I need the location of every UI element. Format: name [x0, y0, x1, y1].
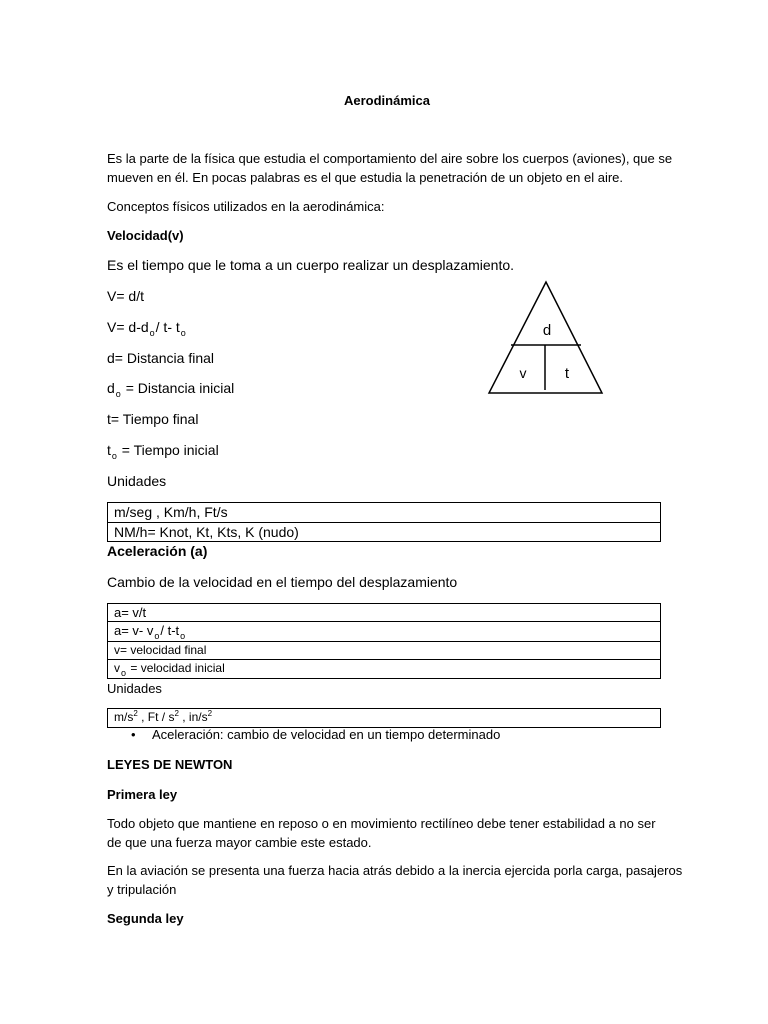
table-row: [108, 709, 661, 728]
subscript-zero: o: [115, 389, 121, 399]
t-initial-def: [107, 442, 219, 461]
superscript: 2: [133, 709, 138, 718]
formula-part: V= d-d: [107, 319, 149, 335]
formula-part: / t-t: [160, 623, 180, 638]
definition: = Tiempo inicial: [117, 442, 219, 458]
table-cell: [108, 622, 661, 642]
symbol: t: [107, 442, 111, 458]
superscript: 2: [174, 709, 179, 718]
aceleracion-heading: Aceleración (a): [107, 543, 208, 559]
table-row: [108, 523, 661, 542]
formula-part: / t- t: [155, 319, 180, 335]
subscript-zero: o: [154, 631, 160, 641]
velocidad-formula-1: V= d/t: [107, 288, 144, 304]
velocidad-definition: Es el tiempo que le toma a un cuerpo realizar un desplazamiento.: [107, 257, 515, 273]
symbol: d: [107, 380, 115, 396]
aceleracion-definition: Cambio de la velocidad en el tiempo del desplazamiento: [107, 574, 458, 590]
unit: , in/s: [178, 710, 208, 724]
concepts-heading: Conceptos físicos utilizados en la aerodinámica:: [107, 199, 385, 214]
definition: = velocidad inicial: [127, 661, 225, 675]
symbol: v: [114, 661, 120, 675]
velocidad-units-table: [107, 502, 661, 542]
unit: , Ft / s: [137, 710, 175, 724]
intro-line-1: Es la parte de la física que estudia el comportamiento del aire sobre los cuerpos (aviones), que se: [107, 151, 673, 166]
formula-part: a= v- v: [114, 623, 154, 638]
subscript-zero: o: [149, 328, 155, 338]
bullet-icon: •: [131, 727, 136, 742]
aceleracion-units-table: [107, 708, 661, 728]
table-row: [108, 642, 661, 660]
table-row: [108, 604, 661, 622]
aviacion-text-2: y tripulación: [107, 882, 177, 897]
newton-heading: LEYES DE NEWTON: [107, 757, 233, 772]
units-heading: Unidades: [107, 473, 167, 489]
table-cell: NM/h= Knot, Kt, Kts, K (nudo): [108, 523, 661, 542]
table-cell: v= velocidad final: [108, 642, 661, 660]
table-cell: a= v/t: [108, 604, 661, 622]
table-row: [108, 503, 661, 523]
aceleracion-bullet: Aceleración: cambio de velocidad en un tiempo determinado: [152, 727, 501, 742]
table-cell: m/seg , Km/h, Ft/s: [108, 503, 661, 523]
d-initial-def: [107, 380, 235, 399]
table-row: [108, 622, 661, 642]
superscript: 2: [207, 709, 213, 718]
unit: m/s: [114, 710, 134, 724]
primera-ley-text-2: de que una fuerza mayor cambie este estado.: [107, 835, 372, 850]
velocidad-formula-2: [107, 319, 187, 338]
triangle-label-top: d: [542, 322, 552, 339]
d-final-def: d= Distancia final: [107, 350, 215, 366]
table-row: [108, 660, 661, 679]
aviacion-text-1: En la aviación se presenta una fuerza hacia atrás debido a la inercia ejercida porla carga, pasajeros: [107, 863, 683, 878]
primera-ley-heading: Primera ley: [107, 787, 178, 802]
table-cell: [108, 709, 661, 728]
subscript-zero: o: [180, 631, 186, 641]
triangle-label-right: t: [564, 365, 570, 382]
velocidad-heading: Velocidad(v): [107, 228, 184, 243]
page-title: Aerodinámica: [344, 93, 430, 108]
aceleracion-units-heading: Unidades: [107, 681, 162, 696]
dvt-triangle-diagram: [485, 278, 607, 398]
aceleracion-formula-table: [107, 603, 661, 679]
t-final-def: t= Tiempo final: [107, 411, 199, 427]
subscript-zero: o: [180, 328, 186, 338]
subscript-zero: o: [111, 451, 117, 461]
table-cell: [108, 660, 661, 679]
primera-ley-text-1: Todo objeto que mantiene en reposo o en movimiento rectilíneo debe tener estabilidad a no ser: [107, 816, 656, 831]
triangle-label-left: v: [519, 365, 527, 381]
definition: = Distancia inicial: [121, 380, 235, 396]
segunda-ley-heading: Segunda ley: [107, 911, 184, 926]
intro-line-2: mueven en él. En pocas palabras es el que estudia la penetración de un objeto en el aire.: [107, 170, 624, 185]
subscript-zero: o: [121, 668, 127, 678]
